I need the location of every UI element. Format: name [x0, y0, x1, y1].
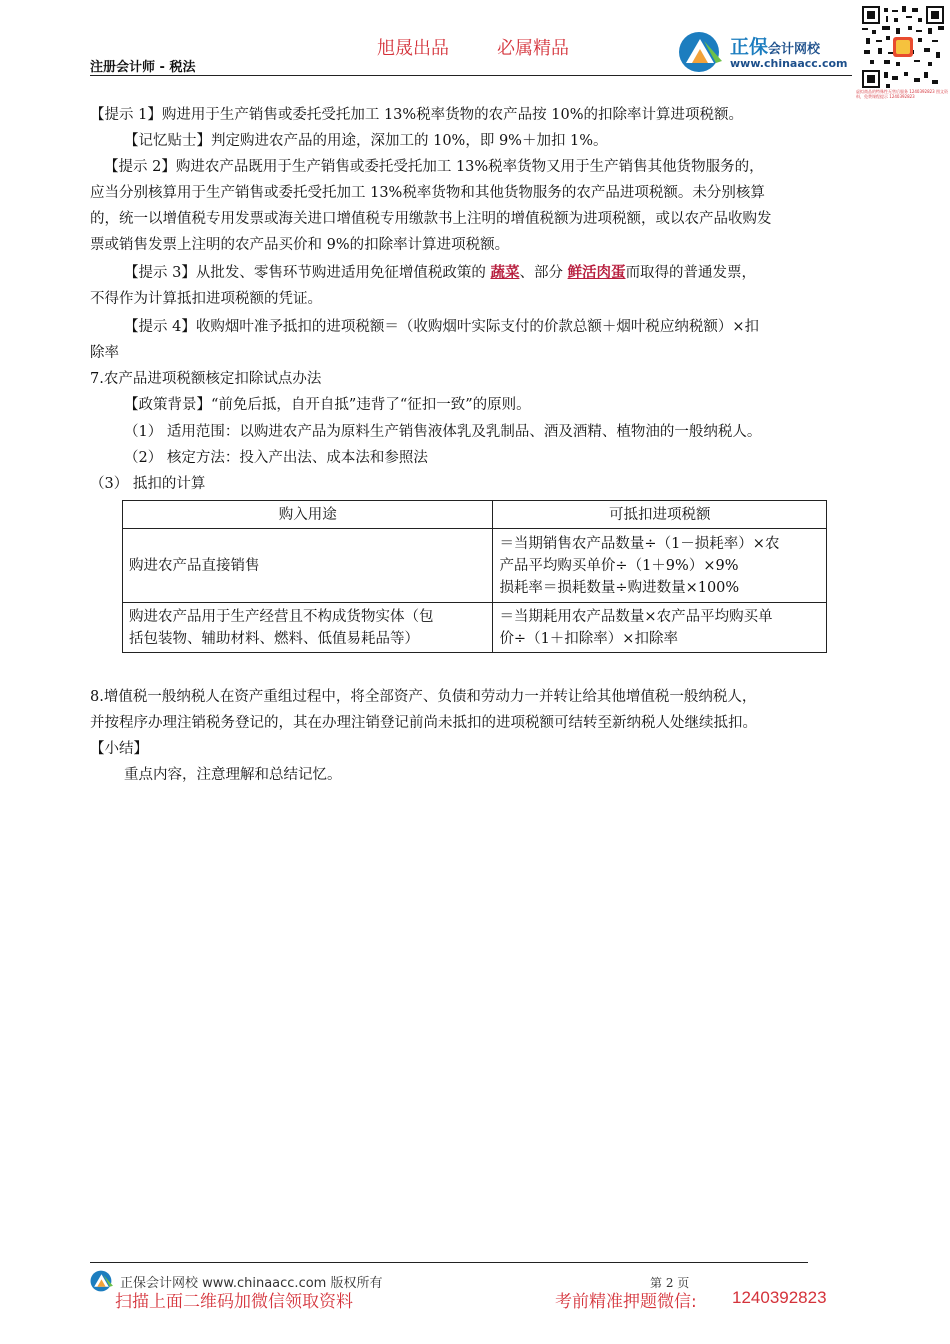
formula-line: ＝当期销售农产品数量÷（1－损耗率）×农	[499, 535, 780, 552]
tip-3-line-2: 不得作为计算抵扣进项税额的凭证。	[90, 291, 322, 307]
formula-line: 损耗率＝损耗数量÷购进数量×100%	[499, 579, 740, 596]
section-8-line-2: 并按程序办理注销税务登记的，其在办理注销登记前尚未抵扣的进项税额可结转至新纳税人处继续抵扣。	[90, 715, 757, 731]
tip-4-line-1: 【提示 4】收购烟叶准予抵扣的进项税额＝（收购烟叶实际支付的价款总额＋烟叶税应纳税额）×扣	[124, 319, 759, 335]
tip-3-text-c: 而取得的普通发票，	[625, 265, 757, 281]
tip-2-line-1: 【提示 2】购进农产品既用于生产销售或委托受托加工 13%税率货物又用于生产销售其他货物服务的，	[104, 159, 764, 175]
formula-line: ＝当期耗用农产品数量×农产品平均购买单	[499, 608, 773, 625]
chinaacc-logo	[678, 28, 856, 76]
footer-divider	[90, 1262, 808, 1263]
verification-method: （2） 核定方法：投入产出法、成本法和参照法	[124, 450, 428, 466]
tip-3-line-1	[124, 262, 756, 284]
summary-text: 重点内容，注意理解和总结记忆。	[124, 767, 342, 783]
header-subject: 注册会计师 - 税法	[90, 60, 196, 75]
qr-caption: 虚拟商品的特殊性无售后服务 1240392823 图文资料，免费课程提示 1240392823	[856, 89, 948, 99]
table-cell-use: 购进农产品直接销售	[123, 529, 493, 603]
qr-code-icon	[862, 6, 944, 88]
highlight-fresh-meat-eggs: 鲜活肉蛋	[567, 265, 626, 281]
section-7-title: 7.农产品进项税额核定扣除试点办法	[90, 371, 322, 387]
table-header-cell: 可抵扣进项税额	[493, 501, 827, 529]
tip-2-line-2: 应当分别核算用于生产销售或委托受托加工 13%税率货物和其他货物服务的农产品进项税额。未分别核算	[90, 185, 765, 201]
table-row	[123, 603, 827, 653]
tip-4-line-2: 除率	[90, 345, 119, 361]
use-line: 括包装物、辅助材料、燃料、低值易耗品等）	[129, 630, 419, 647]
logo-url: www.chinaacc.com	[730, 57, 848, 70]
tip-2-line-3: 的，统一以增值税专用发票或海关进口增值税专用缴款书上注明的增值税额为进项税额，或以农产品收购发	[90, 211, 772, 227]
logo-name: 正保	[730, 36, 769, 58]
footer-wechat-id: 1240392823	[732, 1288, 827, 1307]
table-cell-formula	[493, 603, 827, 653]
tip-3-text-b: 、部分	[519, 265, 563, 281]
deduction-calc-title: （3） 抵扣的计算	[90, 476, 206, 492]
promo-slogan-left: 旭晟出品	[377, 38, 449, 59]
formula-line: 产品平均购买单价÷（1＋9%）×9%	[499, 557, 739, 574]
footer-logo-icon	[90, 1270, 114, 1292]
logo-mark-icon	[678, 31, 724, 73]
logo-name-small: 会计网校	[768, 42, 821, 57]
scope-of-application: （1） 适用范围：以购进农产品为原料生产销售液体乳及乳制品、酒及酒精、植物油的一般纳税人。	[124, 424, 762, 440]
page-number: 第 2 页	[650, 1276, 690, 1290]
section-8-line-1: 8.增值税一般纳税人在资产重组过程中，将全部资产、负债和劳动力一并转让给其他增值税一般纳税人，	[90, 689, 757, 705]
use-line: 购进农产品用于生产经营且不构成货物实体（包	[129, 608, 434, 625]
table-header-row	[123, 501, 827, 529]
footer-qr-note: 扫描上面二维码加微信领取资料	[115, 1292, 353, 1312]
table-header-cell: 购入用途	[123, 501, 493, 529]
tip-3-text-a: 【提示 3】从批发、零售环节购进适用免征增值税政策的	[124, 265, 486, 281]
summary-title: 【小结】	[90, 741, 148, 757]
promo-slogan-right: 必属精品	[497, 38, 569, 59]
footer-wechat-label: 考前精准押题微信:	[555, 1292, 697, 1312]
policy-background: 【政策背景】“前免后抵，自开自抵”违背了“征扣一致”的原则。	[124, 397, 531, 413]
footer-copyright: 正保会计网校 www.chinaacc.com 版权所有	[120, 1276, 383, 1291]
table-row	[123, 529, 827, 603]
highlight-vegetables: 蔬菜	[490, 265, 520, 281]
deduction-table	[122, 500, 827, 653]
tip-1: 【提示 1】购进用于生产销售或委托受托加工 13%税率货物的农产品按 10%的扣除率计算进项税额。	[90, 107, 744, 123]
table-cell-use	[123, 603, 493, 653]
formula-line: 价÷（1＋扣除率）×扣除率	[499, 630, 678, 647]
tip-2-line-4: 票或销售发票上注明的农产品买价和 9%的扣除率计算进项税额。	[90, 237, 510, 253]
table-cell-formula	[493, 529, 827, 603]
memory-tip: 【记忆贴士】判定购进农产品的用途，深加工的 10%，即 9%＋加扣 1%。	[124, 133, 608, 149]
